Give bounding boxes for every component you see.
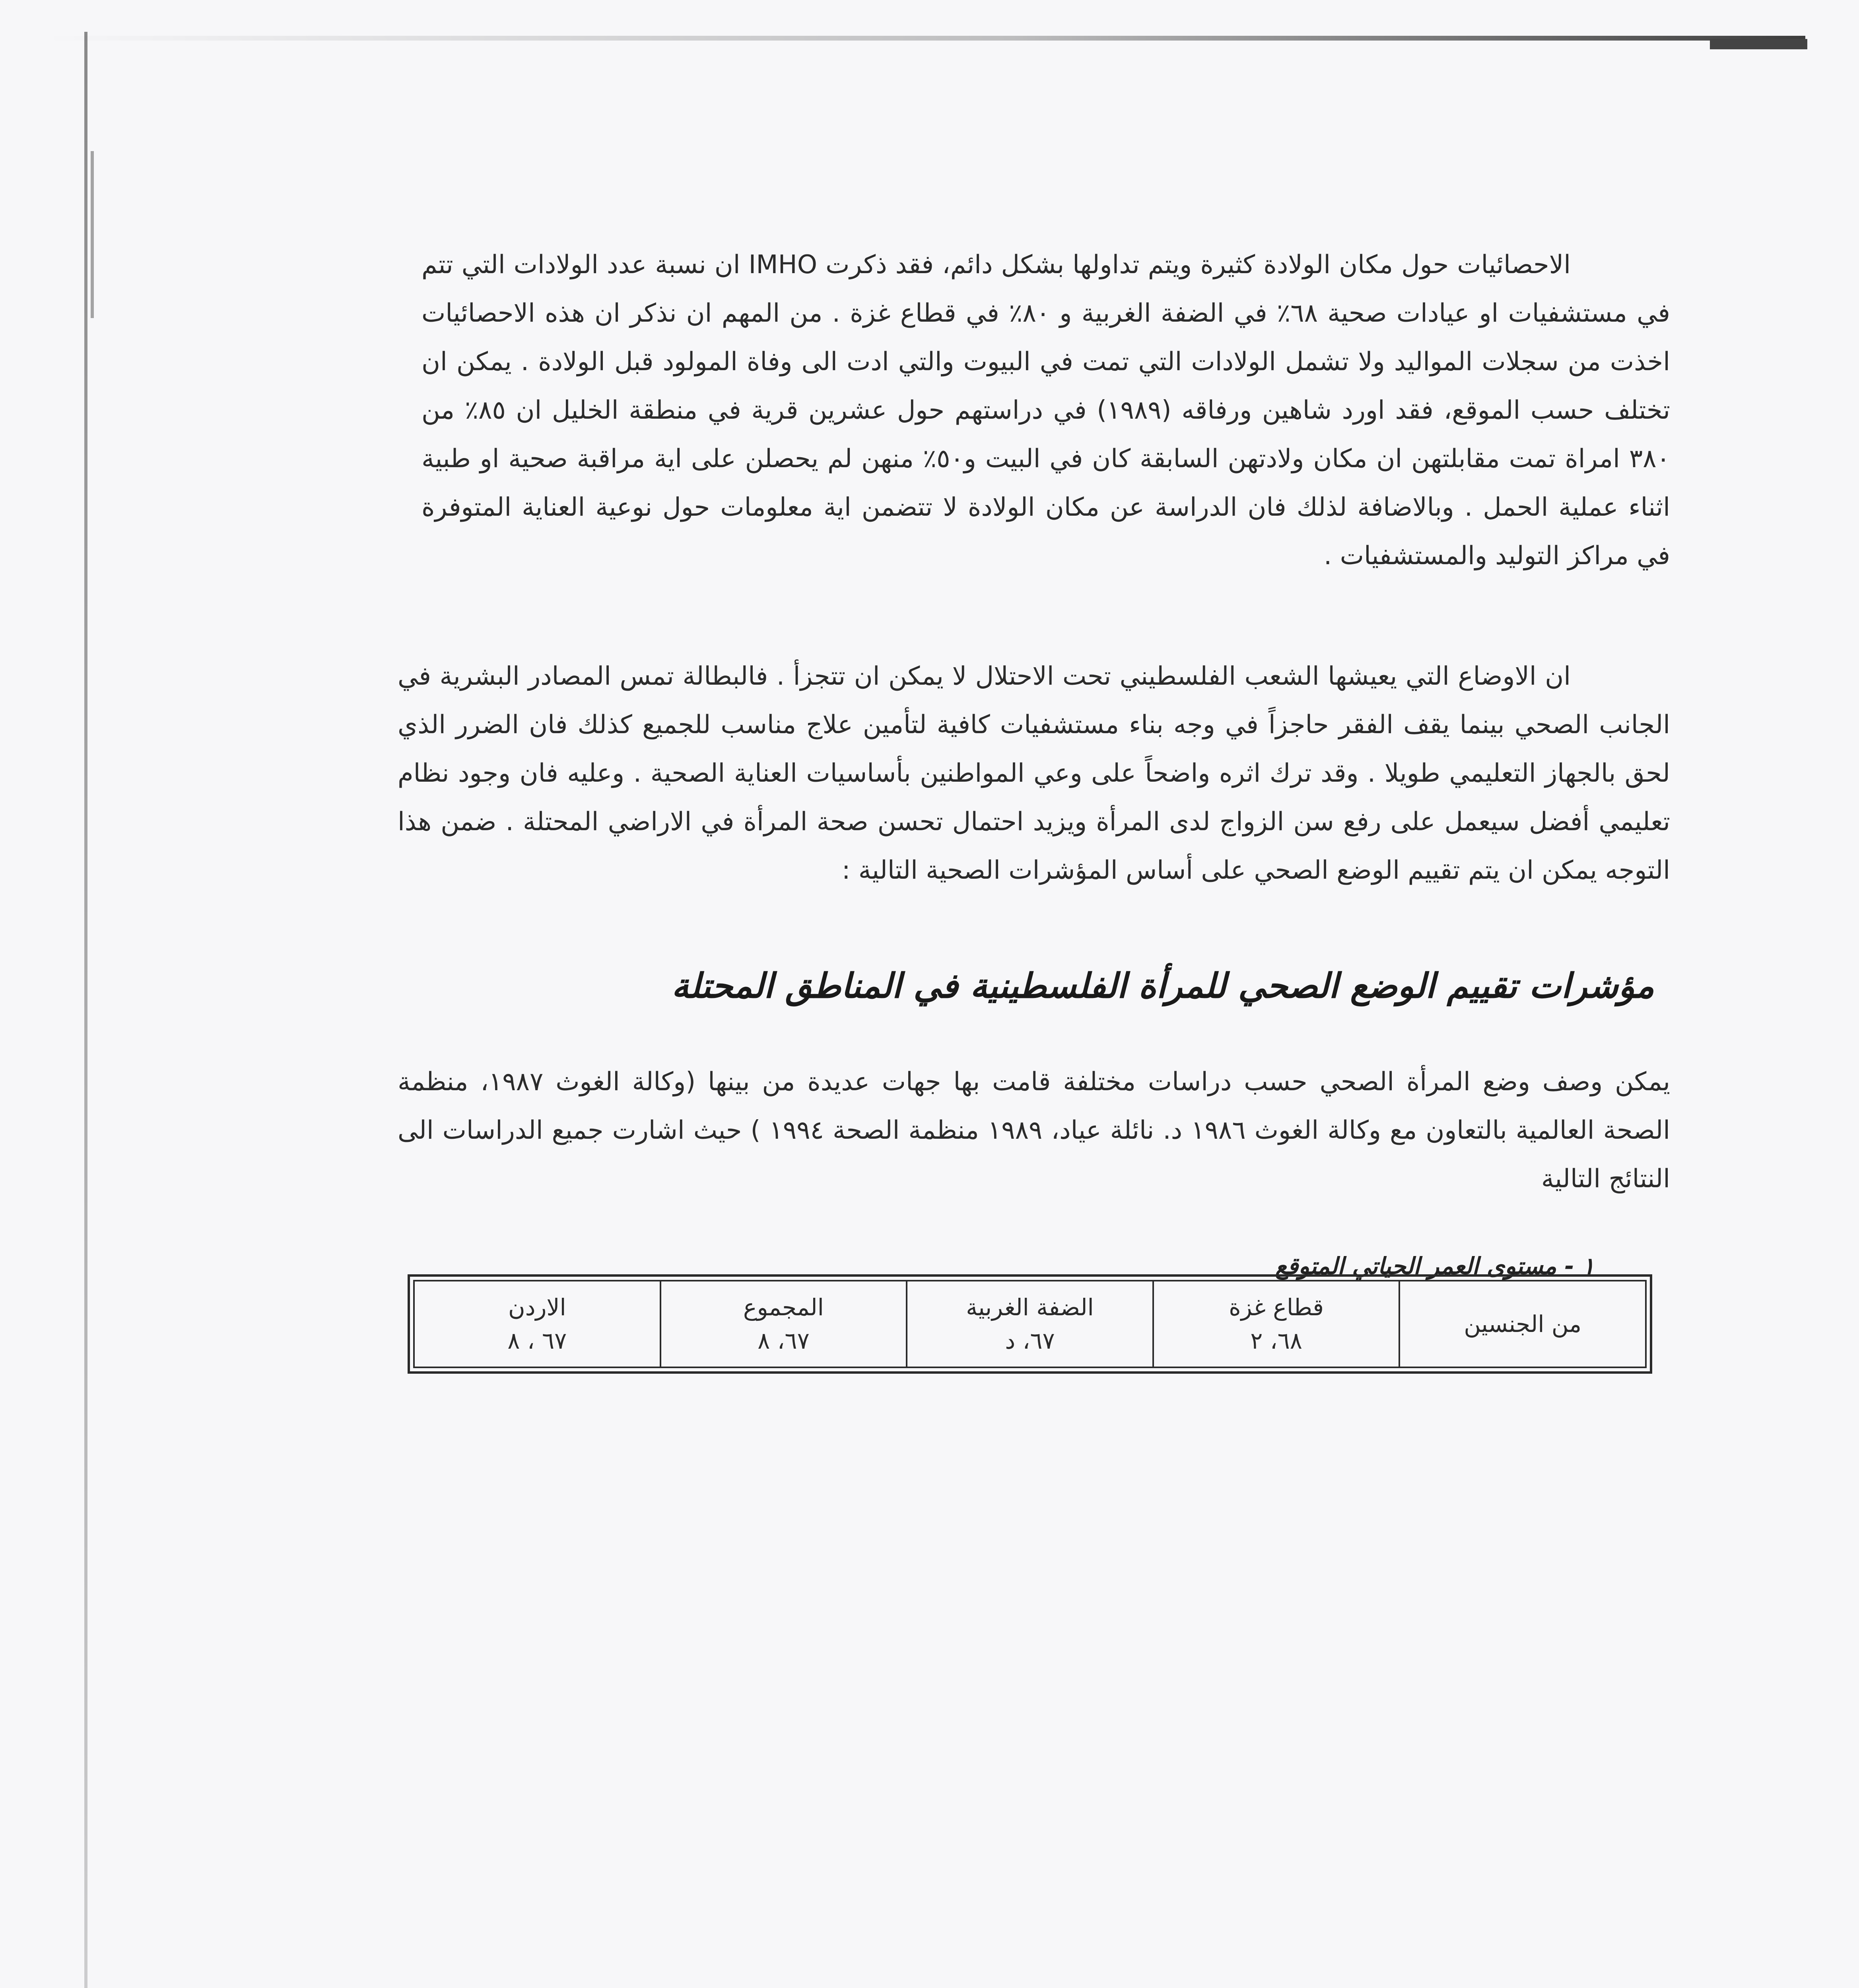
table-row (414, 1281, 1646, 1367)
paragraph-studies: يمكن وصف وضع المرأة الصحي حسب دراسات مختلفة قامت بها جهات عديدة من بينها (وكالة الغوث ١٩٨٧، منظمة الصحة العالمية بالتعاون مع وكالة الغوث ١٩٨٦ د. نائلة عياد، ١٩٨٩ منظمة الصحة ١٩٩٤ ) حيث اشارت جميع الدراسات الى النتائج التالية (398, 1067, 1671, 1194)
table-cell-jordan (414, 1281, 660, 1367)
column-label: قطاع غزة (1229, 1294, 1324, 1321)
column-value: ٦٨، ٢ (1250, 1327, 1302, 1354)
table-cell-total (660, 1281, 907, 1367)
table-cell-west-bank (907, 1281, 1153, 1367)
paragraph-occupation-conditions: ان الاوضاع التي يعيشها الشعب الفلسطيني تحت الاحتلال لا يمكن ان تتجزأ . فالبطالة تمس المصادر البشرية في الجانب الصحي بينما يقف الفقر حاجزاً في وجه بناء مستشفيات كافية لتأمين علاج مناسب للجميع كذلك فان الضرر الذي لحق بالجهاز التعليمي طويلا . وقد ترك اثره واضحاً على وعي المواطنين بأساسيات العناية الصحية . وعليه فان وجود نظام تعليمي أفضل سيعمل على رفع سن الزواج لدى المرأة ويزيد احتمال تحسن صحة المرأة في الاراضي المحتلة . ضمن هذا التوجه يمكن ان يتم تقييم الوضع الصحي على أساس المؤشرات الصحية التالية : (398, 662, 1670, 885)
column-label: المجموع (743, 1294, 824, 1321)
column-label: الاردن (508, 1294, 566, 1321)
table-row-label-cell (1399, 1281, 1646, 1367)
row-label: من الجنسين (1464, 1310, 1582, 1338)
table-cell-gaza (1153, 1281, 1400, 1367)
scan-edge-left-mark (91, 151, 94, 318)
life-expectancy-table (413, 1280, 1647, 1368)
column-label: الضفة الغربية (966, 1294, 1094, 1321)
life-expectancy-table-frame (408, 1274, 1652, 1374)
paragraph-birth-location: الاحصائيات حول مكان الولادة كثيرة ويتم تداولها بشكل دائم، فقد ذكرت IMHO ان نسبة عدد الولادات التي تتم في مستشفيات او عيادات صحية ٦٨٪ في الضفة الغربية و ٨٠٪ في قطاع غزة . من المهم ان نذكر ان هذه الاحصائيات اخذت من سجلات المواليد ولا تشمل الولادات التي تمت في البيوت والتي ادت الى وفاة المولود قبل الولادة . يمكن ان تختلف حسب الموقع، فقد اورد شاهين ورفاقه (١٩٨٩) في دراستهم حول عشرين قرية في منطقة الخليل ان ٨٥٪ من ٣٨٠ امراة تمت مقابلتهن ان مكان ولادتهن السابقة كان في البيت و٥٠٪ منهن لم يحصلن على اية مراقبة صحية او طبية اثناء عملية الحمل . وبالاضافة لذلك فان الدراسة عن مكان الولادة لا تتضمن اية معلومات حول نوعية العناية المتوفرة في مراكز التوليد والمستشفيات . (422, 250, 1671, 571)
scan-edge-top (48, 36, 1805, 41)
column-value: ٦٧، ٨ (758, 1327, 810, 1354)
column-value: ٦٧ ، ٨ (507, 1327, 567, 1354)
scan-edge-corner (1710, 39, 1807, 49)
column-value: ٦٧، د (1005, 1327, 1055, 1354)
scan-edge-left (84, 32, 87, 1988)
section-heading: مؤشرات تقييم الوضع الصحي للمرأة الفلسطينية في المناطق المحتلة (671, 966, 1654, 1006)
table-caption: ١ - مستوى العمر الحياتي المتوقع (1275, 1252, 1595, 1279)
